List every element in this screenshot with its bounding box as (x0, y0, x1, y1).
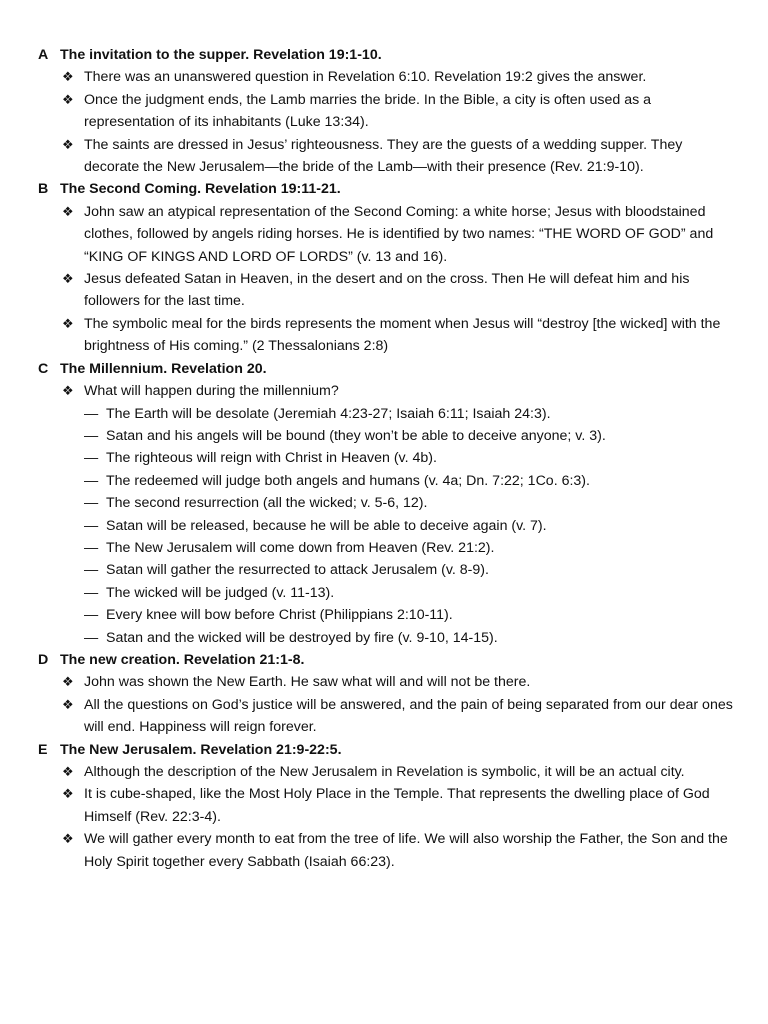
sub-item-text: The wicked will be judged (v. 11-13). (106, 584, 335, 601)
list-item (0, 694, 768, 739)
section-letter: A (38, 47, 49, 63)
list-item (0, 134, 768, 179)
list-item (0, 828, 768, 873)
bullet-text: John saw an atypical representation of the Second Coming: a white horse; Jesus with bloodstained clothes, followed by angels riding horses. He is identified by two names: “THE WORD OF GOD” and “KING OF KINGS AND LORD OF LORDS” (v. 13 and 16). (84, 203, 714, 265)
list-item (0, 761, 768, 783)
dash-bullet: — (84, 629, 99, 646)
sub-item (0, 447, 768, 469)
sub-item-text: Satan will be released, because he will be able to deceive again (v. 7). (106, 517, 547, 534)
section-a (0, 44, 768, 178)
dash-bullet: — (84, 562, 99, 579)
section-heading (0, 178, 768, 200)
sub-item-text: The righteous will reign with Christ in Heaven (v. 4b). (106, 450, 437, 467)
sub-item (0, 537, 768, 559)
sub-item-text: Satan and his angels will be bound (they won’t be able to deceive anyone; v. 3). (106, 427, 606, 444)
section-letter: D (38, 651, 49, 668)
section-heading (0, 44, 768, 66)
sub-item-text: Satan and the wicked will be destroyed by fire (v. 9-10, 14-15). (106, 629, 498, 646)
bullet-text: Although the description of the New Jerusalem in Revelation is symbolic, it will be an actual city. (84, 764, 685, 780)
sub-item (0, 492, 768, 514)
section-letter: C (38, 360, 49, 377)
section-title: The Millennium. Revelation 20. (60, 360, 267, 377)
dash-bullet: — (84, 427, 99, 444)
sub-item (0, 403, 768, 425)
list-item (0, 783, 768, 828)
sub-item-text: The New Jerusalem will come down from Heaven (Rev. 21:2). (106, 539, 495, 556)
sub-item-text: The second resurrection (all the wicked; v. 5-6, 12). (106, 495, 428, 512)
sub-item (0, 582, 768, 604)
sub-item (0, 559, 768, 581)
section-title: The New Jerusalem. Revelation 21:9-22:5. (60, 741, 342, 758)
dash-bullet: — (84, 539, 99, 556)
section-d (0, 649, 768, 739)
dash-bullet: — (84, 495, 99, 512)
section-heading (0, 739, 768, 761)
list-item (0, 66, 768, 88)
list-item (0, 380, 768, 402)
section-b (0, 178, 768, 357)
sub-item-text: The Earth will be desolate (Jeremiah 4:23-27; Isaiah 6:11; Isaiah 24:3). (106, 405, 551, 422)
bullet-text: There was an unanswered question in Revelation 6:10. Revelation 19:2 gives the answer. (84, 69, 647, 86)
section-letter: E (38, 741, 48, 758)
dash-bullet: — (84, 607, 99, 624)
sub-item (0, 627, 768, 649)
section-title: The invitation to the supper. Revelation 19:1-10. (60, 47, 382, 63)
section-heading (0, 649, 768, 671)
diamond-bullet-icon: ❖ (62, 203, 74, 219)
diamond-bullet-icon: ❖ (62, 764, 74, 779)
diamond-bullet-icon: ❖ (62, 696, 74, 712)
dash-bullet: — (84, 450, 99, 467)
dash-bullet: — (84, 517, 99, 534)
sub-item (0, 470, 768, 492)
top-margin (0, 0, 768, 44)
sub-item (0, 515, 768, 537)
dash-bullet: — (84, 405, 99, 422)
list-item (0, 671, 768, 693)
diamond-bullet-icon: ❖ (62, 315, 74, 331)
diamond-bullet-icon: ❖ (62, 831, 74, 847)
sub-item-text: Satan will gather the resurrected to attack Jerusalem (v. 8-9). (106, 562, 489, 579)
sub-item-text: Every knee will bow before Christ (Philippians 2:10-11). (106, 607, 453, 624)
bullet-text: The saints are dressed in Jesus’ righteousness. They are the guests of a wedding supper. They decorate the New Jerusalem—the bride of the Lamb—with their presence (Rev. 21:9-10). (84, 136, 683, 176)
diamond-bullet-icon: ❖ (62, 786, 74, 802)
bullet-text: All the questions on God’s justice will be answered, and the pain of being separated from our dear ones will end. Happiness will reign forever. (84, 696, 733, 736)
diamond-bullet-icon: ❖ (62, 383, 74, 399)
bullet-text: John was shown the New Earth. He saw what will and will not be there. (84, 674, 531, 691)
sub-item (0, 425, 768, 447)
section-heading (0, 358, 768, 380)
bullet-text: The symbolic meal for the birds represents the moment when Jesus will “destroy [the wicked] with the brightness of His coming.” (2 Thessalonians 2:8) (84, 315, 721, 355)
section-c (0, 358, 768, 649)
section-e (0, 739, 768, 873)
diamond-bullet-icon: ❖ (62, 69, 74, 85)
section-title: The new creation. Revelation 21:1-8. (60, 651, 305, 668)
bullet-text: It is cube-shaped, like the Most Holy Place in the Temple. That represents the dwelling place of God Himself (Rev. 22:3-4). (84, 786, 710, 825)
bullet-text: Once the judgment ends, the Lamb marries the bride. In the Bible, a city is often used as a representation of its inhabitants (Luke 13:34). (84, 91, 652, 131)
bullet-text: What will happen during the millennium? (84, 383, 339, 400)
bullet-text: Jesus defeated Satan in Heaven, in the desert and on the cross. Then He will defeat him and his followers for the last time. (84, 271, 690, 310)
sub-item-text: The redeemed will judge both angels and humans (v. 4a; Dn. 7:22; 1Co. 6:3). (106, 472, 590, 489)
list-item (0, 313, 768, 358)
diamond-bullet-icon: ❖ (62, 271, 74, 287)
dash-bullet: — (84, 584, 99, 601)
diamond-bullet-icon: ❖ (62, 674, 74, 690)
diamond-bullet-icon: ❖ (62, 136, 74, 152)
section-letter: B (38, 181, 49, 198)
list-item (0, 89, 768, 134)
section-title: The Second Coming. Revelation 19:11-21. (60, 181, 341, 198)
bullet-text: We will gather every month to eat from the tree of life. We will also worship the Father, the Son and the Holy Spirit together every Sabbath (Isaiah 66:23). (84, 831, 728, 870)
diamond-bullet-icon: ❖ (62, 91, 74, 107)
list-item (0, 201, 768, 268)
sub-item (0, 604, 768, 626)
dash-bullet: — (84, 472, 99, 489)
list-item (0, 268, 768, 313)
